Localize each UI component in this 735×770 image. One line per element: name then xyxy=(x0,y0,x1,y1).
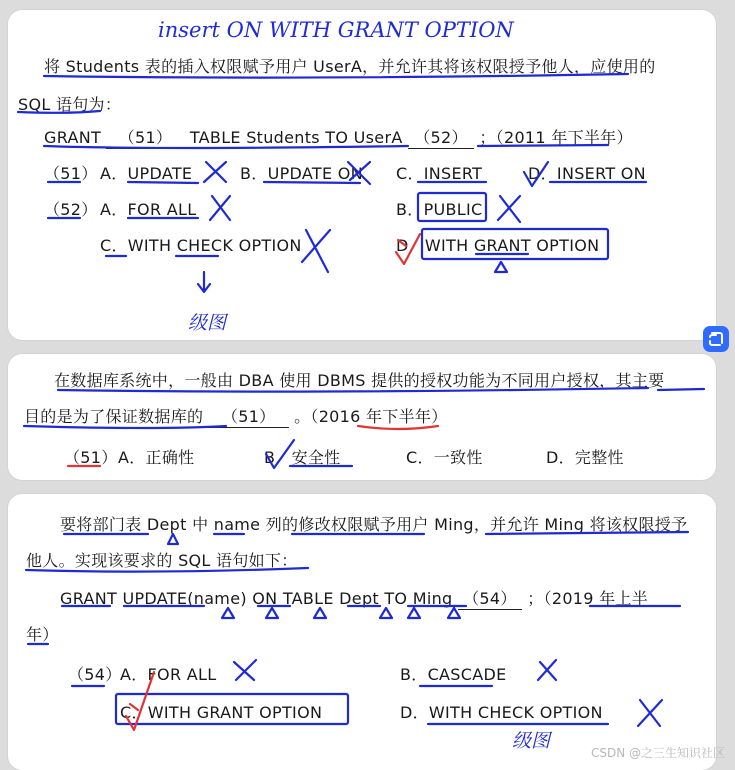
pen-annotations-3 xyxy=(8,494,716,770)
opt52-label: （52） xyxy=(44,200,98,219)
opt52-b: B．PUBLIC xyxy=(396,200,483,219)
copy-glyph xyxy=(707,330,725,348)
opt51-d: D．INSERT ON xyxy=(528,164,646,183)
handwritten-note-1: 级图 xyxy=(188,312,227,334)
q3-stem-line1: 要将部门表 Dept 中 name 列的修改权限赋予用户 Ming，并允许 Ming 将该权限授予 xyxy=(60,515,688,534)
opt51-b: B．UPDATE ON xyxy=(240,164,363,183)
q1-sql-statement xyxy=(44,125,633,149)
blank-54: （54） xyxy=(458,586,522,610)
q2-opt-c: C．一致性 xyxy=(406,448,483,467)
opt52-a: A．FOR ALL xyxy=(100,200,197,219)
q3-sql-statement xyxy=(60,586,648,610)
question-card-1 xyxy=(8,10,716,340)
opt51-label: （51） xyxy=(44,164,98,183)
q3-year-cont: 年） xyxy=(26,625,59,644)
handwritten-title: insert ON WITH GRANT OPTION xyxy=(158,18,514,42)
opt52-c: C．WITH CHECK OPTION xyxy=(100,236,302,255)
handwritten-note-3: 级图 xyxy=(512,730,551,752)
opt51-c: C．INSERT xyxy=(396,164,483,183)
q2-opt-d: D．完整性 xyxy=(546,448,624,467)
q2-stem-line2 xyxy=(24,404,448,428)
blank-52: （52） xyxy=(408,125,474,149)
q3-year: ；（2019 年上半 xyxy=(527,589,649,608)
sql-table-part: TABLE Students TO UserA xyxy=(189,128,403,147)
sql-grant: GRANT xyxy=(44,128,102,147)
opt52-d: D．WITH GRANT OPTION xyxy=(396,236,600,255)
q2-opt-label: （51） xyxy=(64,448,118,467)
opt51-a: A．UPDATE xyxy=(100,164,193,183)
q2-opt-a: A．正确性 xyxy=(118,448,195,467)
q2-opt-b: B．安全性 xyxy=(264,448,341,467)
q3-opt-b: B．CASCADE xyxy=(400,665,507,684)
q2-stem-line1: 在数据库系统中，一般由 DBA 使用 DBMS 提供的授权功能为不同用户授权，其主要 xyxy=(54,371,665,390)
question-card-3 xyxy=(8,494,716,770)
q3-opt-c: C．WITH GRANT OPTION xyxy=(120,703,323,722)
q3-stem-line2: 他人。实现该要求的 SQL 语句如下： xyxy=(26,551,298,570)
watermark: CSDN @之三生知识社区 xyxy=(590,746,725,760)
blank-51-q2: （51） xyxy=(209,404,289,428)
sql-year: ；（2011 年下半年） xyxy=(479,128,633,147)
q3-opt-a: A．FOR ALL xyxy=(120,665,217,684)
q2-stem-text: 目的是为了保证数据库的 xyxy=(24,407,204,426)
q1-stem-line1: 将 Students 表的插入权限赋予用户 UserA，并允许其将该权限授予他人，应使用的 xyxy=(44,57,656,76)
q3-opt-label: （54） xyxy=(68,665,122,684)
blank-51: （51） xyxy=(106,125,184,149)
q3-opt-d: D．WITH CHECK OPTION xyxy=(400,703,603,722)
q2-year: 。（2016 年下半年） xyxy=(294,407,448,426)
question-card-2 xyxy=(8,354,716,480)
q1-stem-line2: SQL 语句为： xyxy=(18,95,122,114)
copy-icon[interactable] xyxy=(703,326,729,352)
q3-sql: GRANT UPDATE(name) ON TABLE Dept TO Ming xyxy=(60,589,453,608)
